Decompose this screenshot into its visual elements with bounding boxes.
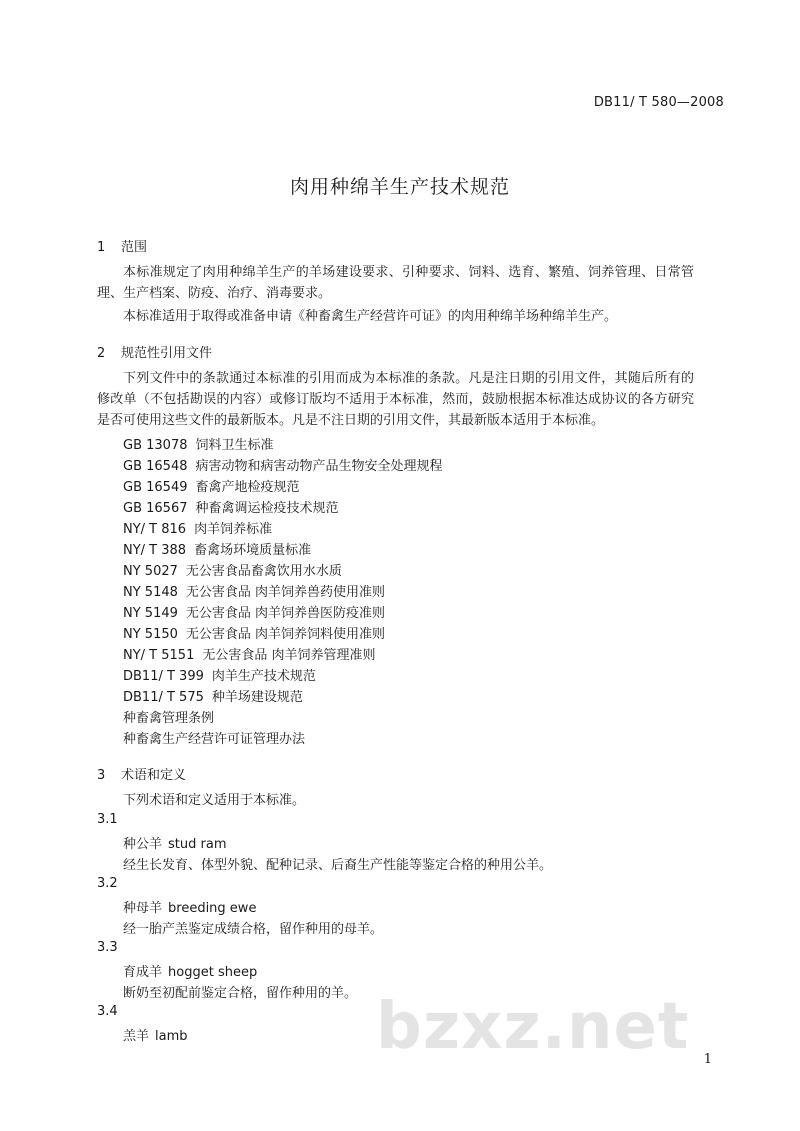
- section-title: 规范性引用文件: [121, 346, 213, 361]
- reference-code: NY 5150: [123, 627, 178, 642]
- reference-title: 畜禽场环境质量标准: [194, 543, 312, 558]
- reference-code: DB11/ T 575: [123, 690, 204, 705]
- term-number: 3.2: [97, 876, 118, 891]
- term-chinese: 种公羊: [123, 837, 163, 852]
- reference-title: 饲料卫生标准: [195, 438, 274, 453]
- reference-code: GB 16567: [123, 501, 188, 516]
- reference-item: [123, 476, 300, 495]
- reference-code: NY/ T 5151: [123, 648, 195, 663]
- section-heading-terms: [97, 764, 186, 783]
- term-name: [123, 961, 257, 980]
- term-english: stud ram: [168, 837, 227, 852]
- reference-code: DB11/ T 399: [123, 669, 204, 684]
- term-name: [123, 897, 256, 916]
- reference-title: 无公害食品 肉羊饲养饲料使用准则: [185, 627, 386, 642]
- term-english: hogget sheep: [168, 965, 258, 980]
- reference-title: 种羊场建设规范: [211, 690, 303, 705]
- reference-item: [123, 686, 303, 705]
- reference-item: [123, 728, 305, 747]
- reference-code: GB 13078: [123, 438, 188, 453]
- reference-item: [123, 665, 316, 684]
- reference-code: NY/ T 388: [123, 543, 187, 558]
- reference-code: GB 16549: [123, 480, 188, 495]
- reference-item: [123, 602, 385, 621]
- section-title: 术语和定义: [121, 768, 187, 783]
- term-number: 3.4: [97, 1004, 118, 1019]
- term-chinese: 育成羊: [123, 965, 163, 980]
- section-heading-scope: [97, 236, 147, 255]
- scope-paragraph-1: 本标准规定了肉用种绵羊生产的羊场建设要求、引种要求、饲料、选育、繁殖、饲养管理、日常管理、生产档案、防疫、治疗、消毒要求。: [97, 265, 694, 301]
- reference-title: 无公害食品 肉羊饲养兽药使用准则: [185, 585, 386, 600]
- term-definition: 经一胎产羔鉴定成绩合格，留作种用的母羊。: [123, 922, 384, 937]
- section-number: 2: [97, 346, 106, 361]
- term-name: [123, 1025, 188, 1044]
- terms-intro: 下列术语和定义适用于本标准。: [123, 793, 306, 808]
- term-english: lamb: [155, 1029, 188, 1044]
- section-number: 3: [97, 768, 106, 783]
- reference-item: [123, 455, 443, 474]
- reference-title: 病害动物和病害动物产品生物安全处理规程: [195, 459, 443, 474]
- reference-item: [123, 539, 311, 558]
- reference-item: [123, 434, 274, 453]
- term-number: 3.1: [97, 812, 118, 827]
- reference-item: [123, 560, 342, 579]
- reference-code: NY 5149: [123, 606, 178, 621]
- reference-title: 种畜禽管理条例: [123, 711, 215, 726]
- page-number: 1: [703, 1052, 712, 1067]
- reference-item: [123, 518, 272, 537]
- reference-item: [123, 581, 385, 600]
- reference-title: 种畜禽生产经营许可证管理办法: [123, 732, 306, 747]
- term-chinese: 羔羊: [123, 1029, 150, 1044]
- term-chinese: 种母羊: [123, 901, 163, 916]
- reference-code: NY/ T 816: [123, 522, 187, 537]
- term-name: [123, 833, 226, 852]
- reference-title: 肉羊饲养标准: [194, 522, 273, 537]
- term-english: breeding ewe: [168, 901, 257, 916]
- scope-paragraph-2: 本标准适用于取得或准备申请《种畜禽生产经营许可证》的肉用种绵羊场种绵羊生产。: [123, 309, 618, 324]
- term-definition: 断奶至初配前鉴定合格，留作种用的羊。: [123, 986, 358, 1001]
- term-definition: 经生长发育、体型外貌、配种记录、后裔生产性能等鉴定合格的种用公羊。: [123, 858, 553, 873]
- reference-code: NY 5148: [123, 585, 178, 600]
- reference-title: 无公害食品畜禽饮用水水质: [185, 564, 342, 579]
- document-title: 肉用种绵羊生产技术规范: [289, 176, 510, 198]
- standard-number: DB11/ T 580—2008: [593, 95, 724, 110]
- reference-title: 无公害食品 肉羊饲养管理准则: [202, 648, 376, 663]
- reference-title: 种畜禽调运检疫技术规范: [195, 501, 339, 516]
- section-heading-normative-references: [97, 342, 212, 361]
- section-title: 范围: [121, 240, 148, 255]
- reference-item: [123, 497, 339, 516]
- reference-item: [123, 644, 375, 663]
- term-number: 3.3: [97, 940, 118, 955]
- reference-code: GB 16548: [123, 459, 188, 474]
- reference-item: [123, 623, 385, 642]
- reference-title: 肉羊生产技术规范: [211, 669, 316, 684]
- reference-title: 畜禽产地检疫规范: [195, 480, 300, 495]
- reference-item: [123, 707, 214, 726]
- section-number: 1: [97, 240, 106, 255]
- references-paragraph: 下列文件中的条款通过本标准的引用而成为本标准的条款。凡是注日期的引用文件，其随后所有的修改单（不包括勘误的内容）或修订版均不适用于本标准，然而，鼓励根据本标准达成协议的各方研究是否可使用这些文件的最新版本。凡是不注日期的引用文件，其最新版本适用于本标准。: [97, 371, 694, 428]
- reference-code: NY 5027: [123, 564, 178, 579]
- reference-title: 无公害食品 肉羊饲养兽医防疫准则: [185, 606, 386, 621]
- watermark: bzxz.net: [376, 990, 690, 1064]
